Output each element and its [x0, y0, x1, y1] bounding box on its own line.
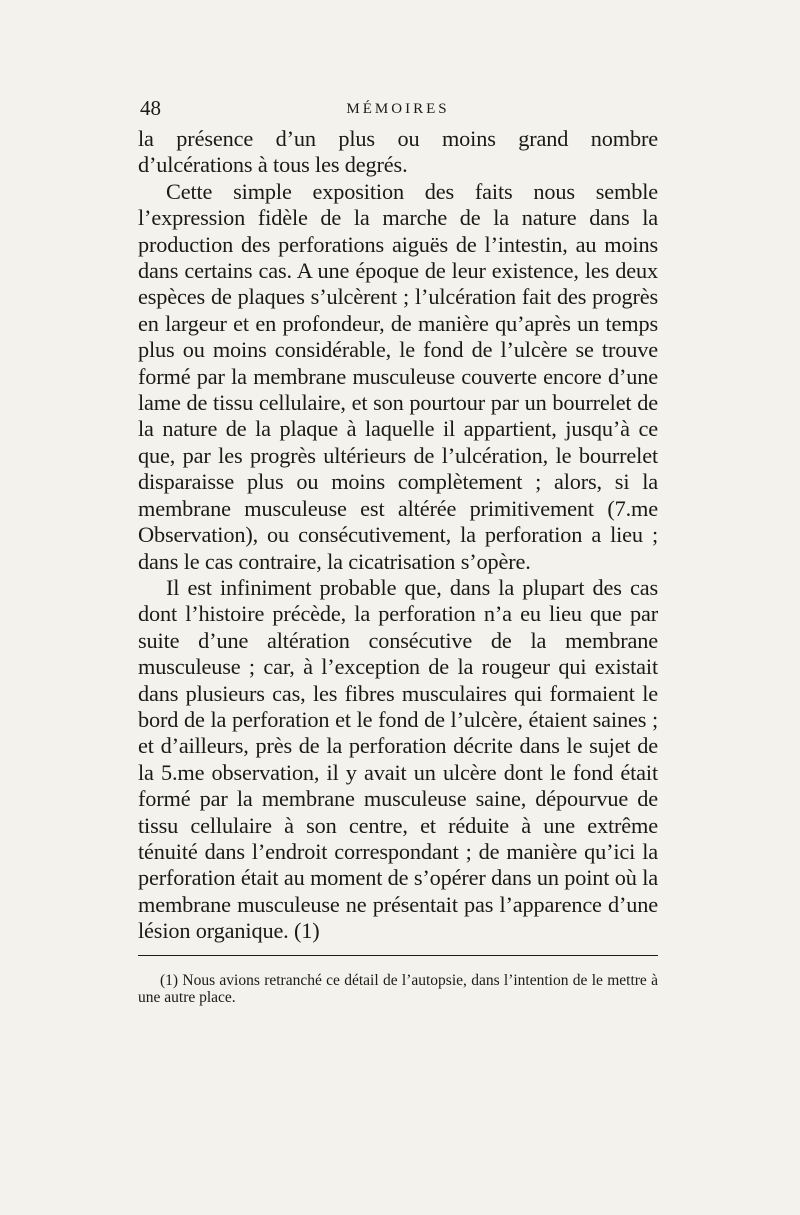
body-text — [138, 126, 658, 945]
page-number: 48 — [140, 96, 161, 120]
footnote-text: (1) Nous avions retranché ce détail de l’autopsie, dans l’intention de le mettre à une autre place. — [138, 971, 658, 1006]
footnote-rule — [138, 955, 658, 956]
page — [138, 96, 658, 1006]
running-title: MÉMOIRES — [346, 101, 450, 117]
paragraph: Cette simple exposition des faits nous semble l’expression fidèle de la marche de la nature dans la production des perforations aiguës de l’intestin, au moins dans certains cas. A une époque de leur existence, les deux espèces de plaques s’ulcèrent ; l’ulcération fait des progrès en largeur et en profondeur, de manière qu’après un temps plus ou moins considérable, le fond de l’ulcère se trouve formé par la membrane musculeuse couverte encore d’une lame de tissu cellulaire, et son pourtour par un bourrelet de la nature de la plaque à laquelle il appartient, jusqu’à ce que, par les progrès ultérieurs de l’ulcération, le bourrelet disparaisse plus ou moins complètement ; alors, si la membrane musculeuse est altérée primitivement (7.me Observation), ou consécutivement, la perforation a lieu ; dans le cas contraire, la cicatrisation s’opère. — [138, 178, 658, 574]
paragraph: Il est infiniment probable que, dans la plupart des cas dont l’histoire précède, la perforation n’a eu lieu que par suite d’une altération consécutive de la membrane musculeuse ; car, à l’exception de la rougeur qui existait dans plusieurs cas, les fibres musculaires qui formaient le bord de la perforation et le fond de l’ulcère, étaient saines ; et d’ailleurs, près de la perforation décrite dans le sujet de la 5.me observation, il y avait un ulcère dont le fond était formé par la membrane musculeuse saine, dépourvue de tissu cellulaire à son centre, et réduite à une extrême ténuité dans l’endroit correspondant ; de manière qu’ici la perforation était au moment de s’opérer dans un point où la membrane musculeuse ne présentait pas l’apparence d’une lésion organique. (1) — [138, 574, 658, 944]
footnote — [138, 972, 658, 1006]
paragraph-continuation: la présence d’un plus ou moins grand nombre d’ulcérations à tous les degrés. — [138, 126, 658, 178]
running-head — [138, 96, 658, 126]
